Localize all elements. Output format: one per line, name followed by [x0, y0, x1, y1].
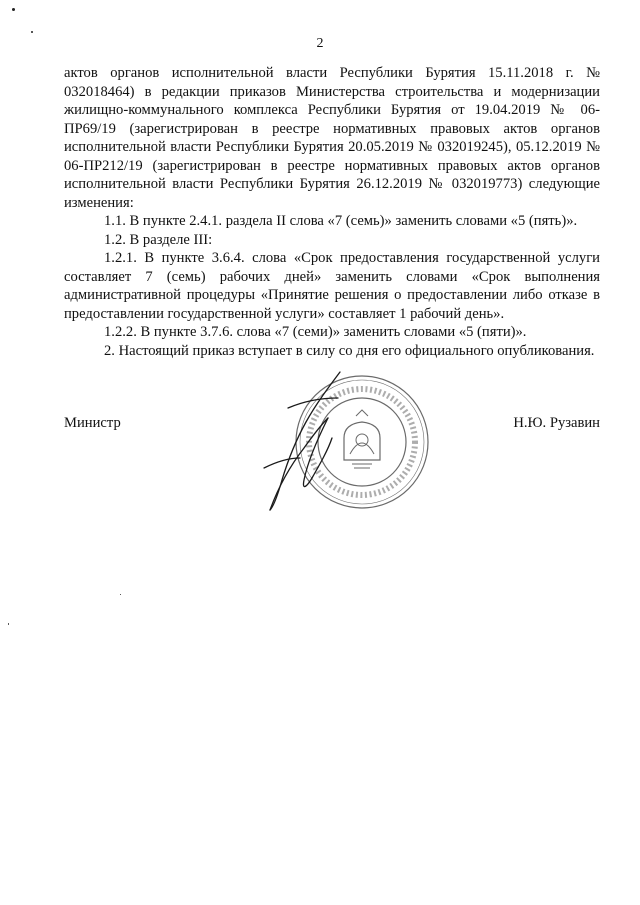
- scan-speck: [120, 594, 121, 595]
- signer-name: Н.Ю. Рузавин: [513, 415, 600, 431]
- paragraph-item-1-2-1: 1.2.1. В пункте 3.6.4. слова «Срок предоставления государственной услуги составляет 7 (семь) рабочих дней» заменить словами «Срок выполнения административной процедуры «Принятие решения о предоставлении либо отказе в предоставлении государственной услуги» составляет 1 рабочий день».: [64, 250, 600, 322]
- scan-speck: [31, 31, 33, 33]
- document-body: [64, 64, 600, 360]
- paragraph-item-1-2-2: 1.2.2. В пункте 3.7.6. слова «7 (семи)» заменить словами «5 (пяти)».: [104, 324, 527, 340]
- handwritten-signature: [258, 368, 358, 513]
- page-number: 2: [316, 36, 324, 51]
- paragraph-intro: актов органов исполнительной власти Республики Бурятия 15.11.2018 г. № 032018464) в редакции приказов Министерства строительства и модернизации жилищно-коммунального комплекса Республики Бурятия от 19.04.2019 № 06-ПР69/19 (зарегистрирован в реестре нормативных правовых актов органов исполнительной власти Республики Бурятия 20.05.2019 № 032019245), 05.12.2019 № 06-ПР212/19 (зарегистрирован в реестре нормативных правовых актов органов исполнительной власти Республики Бурятия 26.12.2019 № 032019773) следующие изменения:: [64, 65, 600, 211]
- scan-speck: [8, 623, 9, 625]
- signer-title: Министр: [64, 415, 121, 431]
- scan-speck: [12, 8, 15, 11]
- paragraph-item-2: 2. Настоящий приказ вступает в силу со дня его официального опубликования.: [104, 342, 595, 359]
- paragraph-item-1-2: 1.2. В разделе III:: [104, 231, 213, 248]
- paragraph-item-1-1: 1.1. В пункте 2.4.1. раздела II слова «7 (семь)» заменить словами «5 (пять)».: [104, 213, 578, 229]
